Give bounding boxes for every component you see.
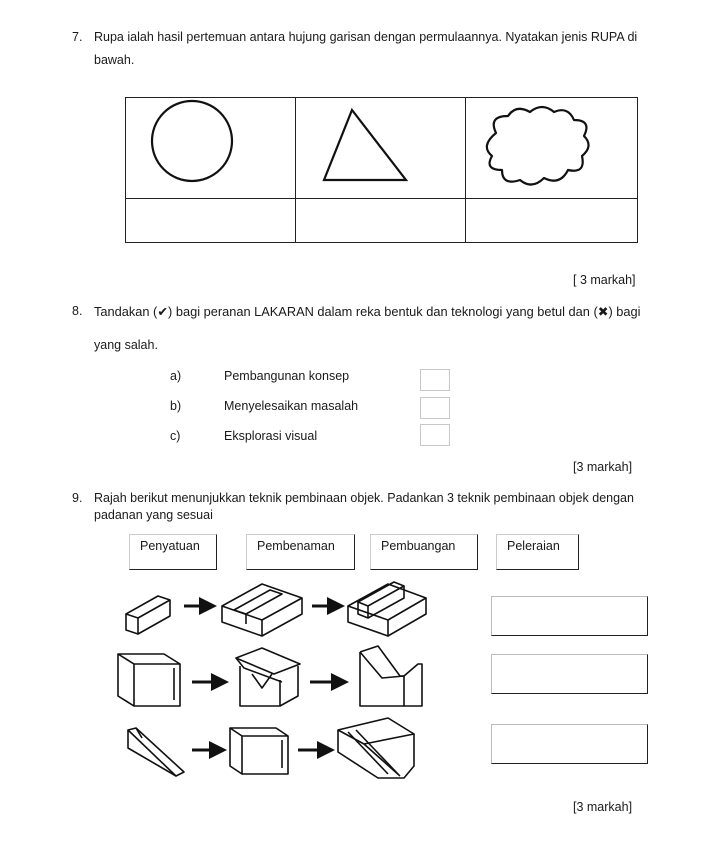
q8-text-line1: Tandakan (✔) bagi peranan LAKARAN dalam reka bentuk dan teknologi yang betul dan (✖) bagi (94, 304, 641, 319)
q8-item-b-text: Menyelesaikan masalah (224, 399, 359, 413)
q7-text-line2: bawah. (94, 53, 135, 67)
q8-item-a-letter: a) (170, 369, 182, 383)
match-answer-box-2[interactable] (491, 654, 648, 694)
row1-grooved-block (222, 584, 302, 636)
row2-block (118, 654, 180, 706)
row3-combined-block (338, 718, 414, 778)
row1-bar (126, 596, 170, 634)
cloud-shape (466, 98, 637, 195)
q7-marks: [ 3 markah] (573, 273, 636, 287)
q8-item-c-letter: c) (170, 429, 181, 443)
shape-table (125, 97, 638, 243)
option-pembenaman-label: Pembenaman (257, 539, 335, 553)
q8-checkbox-b[interactable] (420, 397, 450, 419)
q8-item-a-text: Pembangunan konsep (224, 369, 350, 383)
option-pembuangan[interactable] (370, 534, 478, 570)
option-pembuangan-label: Pembuangan (381, 539, 456, 553)
shape-cell-circle (126, 98, 296, 199)
row2-splitting-block (236, 648, 300, 706)
match-answer-box-3[interactable] (491, 724, 648, 764)
q8-item-b-letter: b) (170, 399, 182, 413)
option-penyatuan[interactable] (129, 534, 217, 570)
q8-checkbox-c[interactable] (420, 424, 450, 446)
q8-text-line2: yang salah. (94, 338, 158, 352)
row1-assembled-block (348, 582, 426, 636)
answer-cell-3[interactable] (466, 199, 638, 243)
q7-text-line1: Rupa ialah hasil pertemuan antara hujung garisan dengan permulaannya. Nyatakan jenis RUPA di (94, 30, 638, 44)
q9-text-line2: padanan yang sesuai (94, 508, 213, 522)
q8-marks: [3 markah] (573, 460, 633, 474)
q8-checkbox-a[interactable] (420, 369, 450, 391)
q8-number: 8. (72, 304, 83, 318)
q9-text-line1: Rajah berikut menunjukkan teknik pembinaan objek. Padankan 3 teknik pembinaan objek dengan (94, 491, 634, 505)
q9-number: 9. (72, 491, 83, 505)
option-penyatuan-label: Penyatuan (140, 539, 200, 553)
shape-cell-triangle (296, 98, 466, 199)
q8-item-c-text: Eksplorasi visual (224, 429, 318, 443)
shape-cell-cloud (466, 98, 638, 199)
q7-number: 7. (72, 30, 83, 44)
answer-cell-1[interactable] (126, 199, 296, 243)
answer-cell-2[interactable] (296, 199, 466, 243)
construction-diagram (112, 578, 452, 783)
option-peleraian[interactable] (496, 534, 579, 570)
row3-wedge (128, 728, 184, 776)
option-peleraian-label: Peleraian (507, 539, 560, 553)
option-pembenaman[interactable] (246, 534, 355, 570)
row3-block (230, 728, 288, 774)
triangle-shape (296, 98, 465, 195)
q9-marks: [3 markah] (573, 800, 633, 814)
row2-notched-block (360, 646, 422, 706)
circle-shape (126, 98, 295, 195)
match-answer-box-1[interactable] (491, 596, 648, 636)
